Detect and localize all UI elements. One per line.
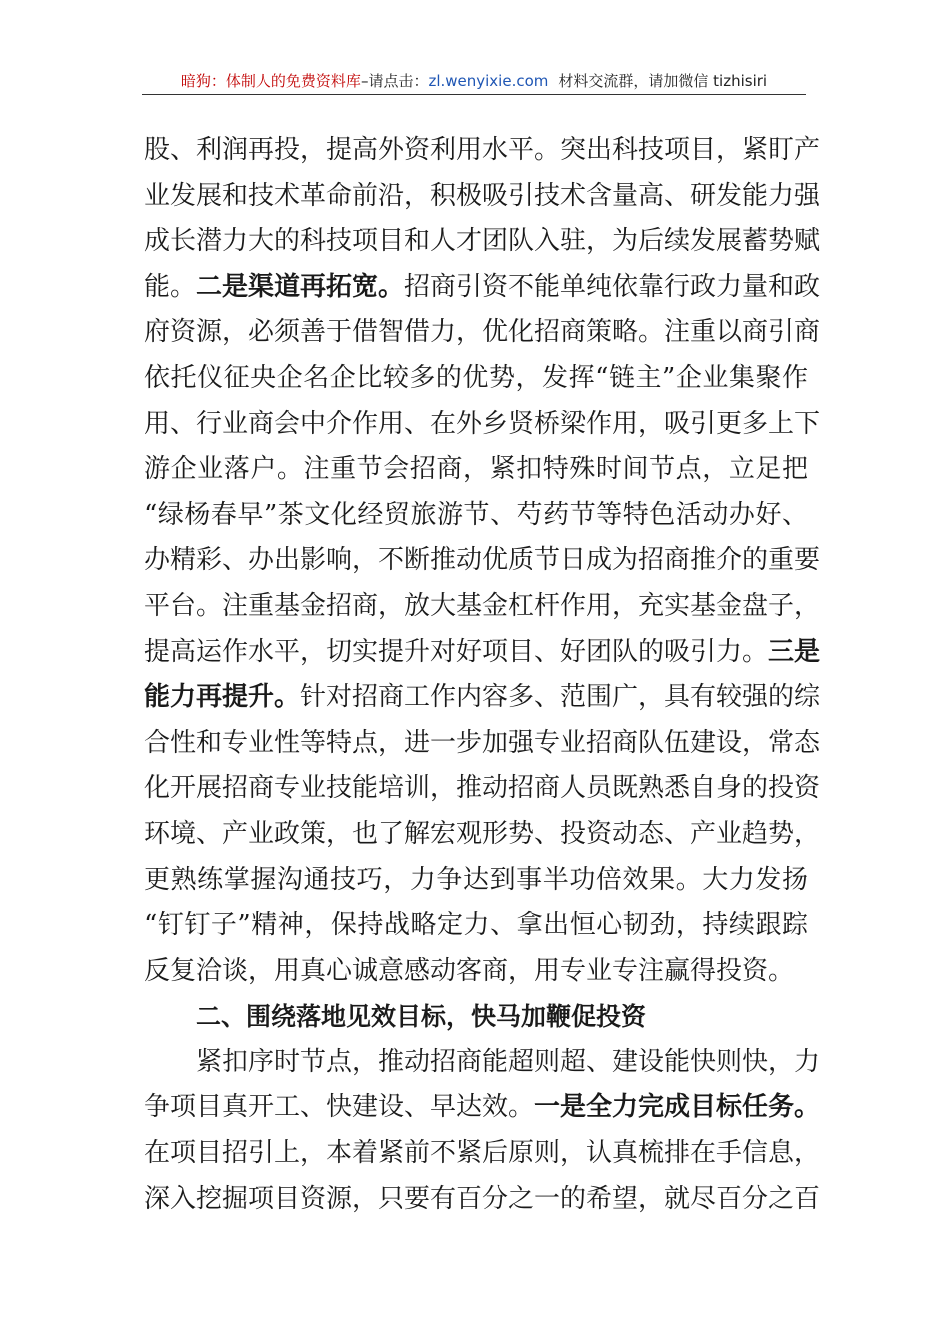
text-run: 提高运作水平，切实提升对好项目、好团队的吸引力。 (144, 636, 769, 667)
text-line: 合性和专业性等特点，进一步加强专业招商队伍建设，常态 (144, 727, 821, 758)
text-line: 府资源，必须善于借智借力，优化招商策略。注重以商引商 (144, 317, 821, 348)
text-line: 股、利润再投，提高外资利用水平。突出科技项目，紧盯产 (144, 135, 821, 165)
bold-phrase: 三是 (768, 636, 821, 667)
text-line: 依托仪征央企名企比较多的优势，发挥“链主”企业集聚作 (144, 362, 808, 393)
text-run: 争项目真开工、快建设、早达效。 (144, 1092, 535, 1123)
text-line: 业发展和技术革命前沿，积极吸引技术含量高、研发能力强 (144, 180, 821, 211)
header-separator: –请点击： (360, 72, 429, 90)
text-line: 紧扣序时节点，推动招商能超则超、建设能快则快，力 (196, 1046, 821, 1077)
bold-phrase: 一是全力完成目标任务。 (534, 1092, 821, 1123)
text-line: 在项目招引上，本着紧前不紧后原则，认真梳排在手信息， (144, 1138, 821, 1169)
header-brand: 暗狗：体制人的免费资料库 (180, 72, 361, 90)
text-line: 成长潜力大的科技项目和人才团队入驻，为后续发展蓄势赋 (144, 226, 821, 257)
text-line: 更熟练掌握沟通技巧，力争达到事半功倍效果。大力发扬 (144, 864, 808, 895)
header-wechat-note: 材料交流群，请加微信 tizhisiri (558, 72, 768, 90)
text-line: “钉钉子”精神，保持战略定力、拿出恒心韧劲，持续跟踪 (144, 910, 808, 941)
text-run: 招商引资不能单纯依靠行政力量和政 (404, 271, 821, 302)
header-url-link[interactable]: zl.wenyixie.com (428, 72, 549, 90)
text-line: 用、行业商会中介作用、在外乡贤桥梁作用，吸引更多上下 (144, 408, 821, 439)
text-line: 化开展招商专业技能培训，推动招商人员既熟悉自身的投资 (144, 773, 821, 804)
paragraph-block (144, 128, 821, 994)
page-header (142, 70, 806, 95)
section-heading: 二、围绕落地见效目标，快马加鞭促投资 (196, 1002, 647, 1032)
text-line (144, 675, 821, 721)
text-line (144, 265, 821, 311)
text-line: 反复洽谈，用真心诚意感动客商，用专业专注赢得投资。 (144, 955, 795, 986)
text-line: 环境、产业政策，也了解宏观形势、投资动态、产业趋势， (144, 818, 821, 849)
document-body (144, 128, 821, 1222)
text-line: “绿杨春早”茶文化经贸旅游节、芍药节等特色活动办好、 (144, 499, 808, 530)
paragraph-block (144, 1040, 821, 1222)
text-run: 针对招商工作内容多、范围广，具有较强的综 (300, 682, 821, 713)
text-line: 平台。注重基金招商，放大基金杠杆作用，充实基金盘子， (144, 590, 821, 621)
text-line: 游企业落户。注重节会招商，紧扣特殊时间节点，立足把 (144, 454, 808, 485)
text-run: 能。 (144, 271, 197, 302)
text-line (144, 1085, 821, 1131)
text-line: 深入挖掘项目资源，只要有百分之一的希望，就尽百分之百 (144, 1183, 821, 1214)
bold-phrase: 二是渠道再拓宽。 (196, 271, 405, 302)
bold-phrase: 能力再提升。 (144, 682, 301, 713)
text-line: 办精彩、办出影响，不断推动优质节日成为招商推介的重要 (144, 545, 821, 576)
text-line (144, 630, 821, 676)
